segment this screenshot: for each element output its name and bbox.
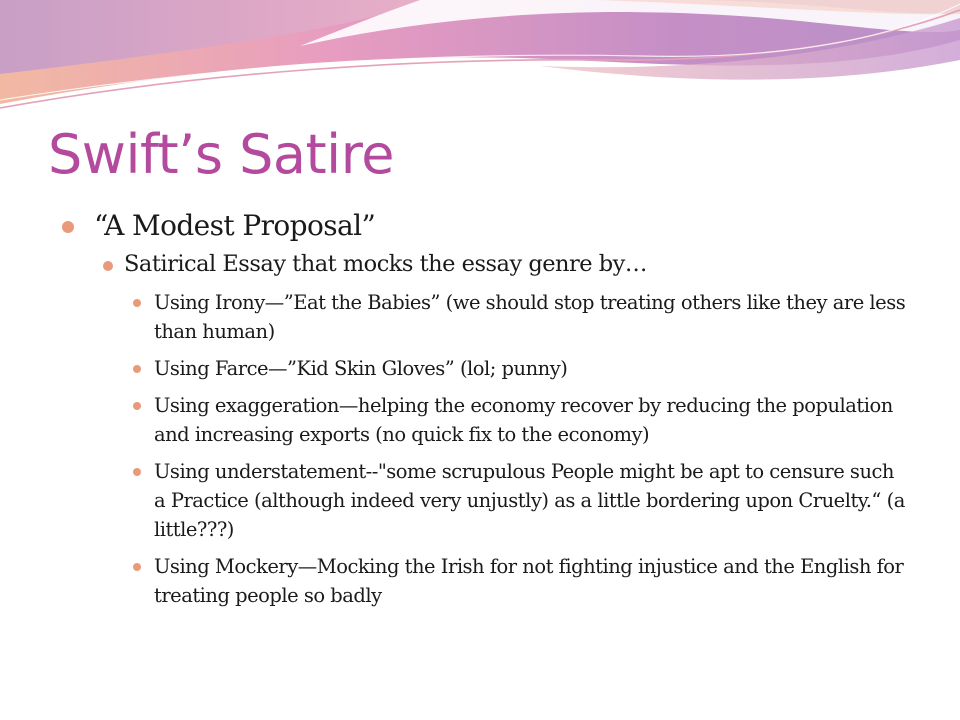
bullet-dot-icon <box>133 299 141 307</box>
bullet-dot-icon <box>133 468 141 476</box>
bullet-dot-icon <box>133 563 141 571</box>
bullet-farce <box>154 354 906 383</box>
bullet-level2-text: Satirical Essay that mocks the essay genre by… <box>124 251 647 277</box>
bullet-understatement-text: Using understatement--"some scrupulous People might be apt to censure such a Practice (although indeed very unjustly) as a little bordering upon Cruelty.“ (a little???) <box>154 460 905 541</box>
bullet-dot-icon <box>133 402 141 410</box>
bullet-level1-text: “A Modest Proposal” <box>94 209 376 242</box>
slide-content <box>0 206 960 618</box>
bullet-level1 <box>94 206 960 246</box>
bullet-farce-text: Using Farce—”Kid Skin Gloves” (lol; punny) <box>154 357 568 380</box>
bullet-exaggeration <box>154 391 906 449</box>
bullet-exaggeration-text: Using exaggeration—helping the economy recover by reducing the population and increasing exports (no quick fix to the economy) <box>154 394 893 446</box>
bullet-irony <box>154 288 906 346</box>
bullet-level3-list <box>0 288 960 610</box>
bullet-irony-text: Using Irony—”Eat the Babies” (we should stop treating others like they are less than human) <box>154 291 906 343</box>
bullet-dot-icon <box>103 261 113 271</box>
slide-title: Swift’s Satire <box>48 123 394 186</box>
bullet-dot-icon <box>133 365 141 373</box>
bullet-understatement <box>154 457 906 544</box>
bullet-mockery <box>154 552 906 610</box>
header-wave-decoration <box>0 0 960 130</box>
bullet-mockery-text: Using Mockery—Mocking the Irish for not fighting injustice and the English for treating people so badly <box>154 555 904 607</box>
bullet-dot-icon <box>62 221 74 233</box>
bullet-level2 <box>124 248 960 280</box>
